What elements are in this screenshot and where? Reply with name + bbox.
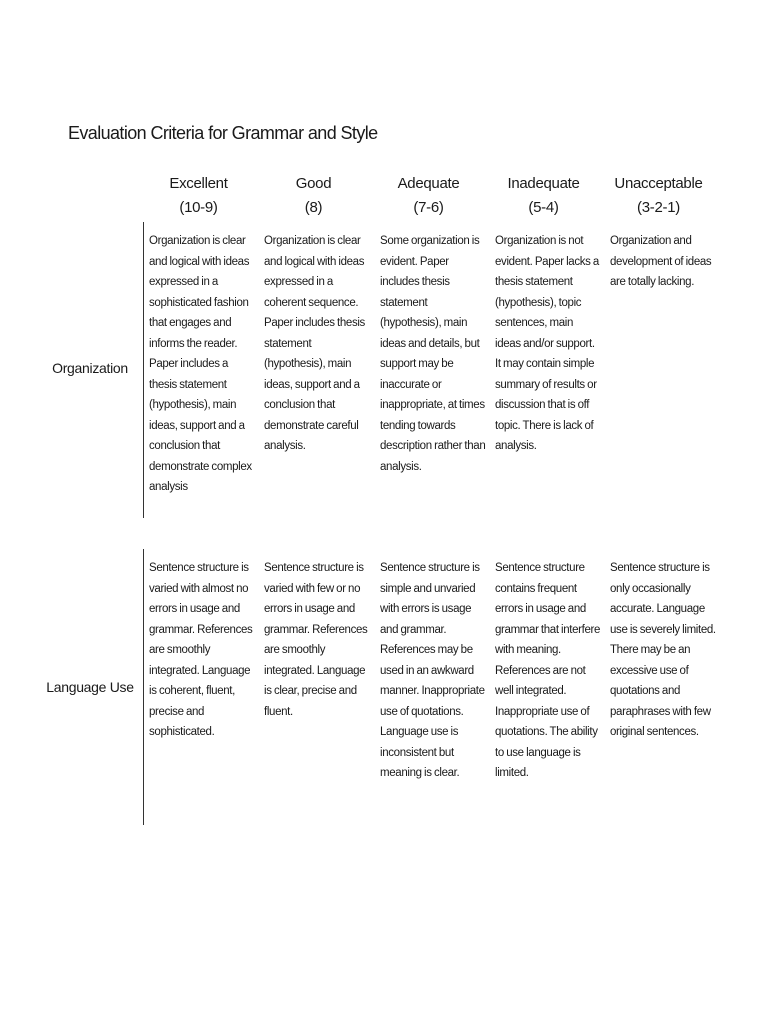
- column-name: Adequate: [397, 175, 460, 192]
- column-name: Inadequate: [507, 175, 580, 192]
- column-header-unacceptable: [601, 172, 716, 220]
- cell-language-use-adequate: Sentence structure is simple and unvaried with errors is usage and grammar. References may be used in an awkward manner. Inappropriate use of quotations. Language use is inconsistent but meaning is clear.: [380, 562, 485, 779]
- row-divider: [143, 549, 144, 825]
- row-label-organization: Organization: [52, 360, 128, 376]
- column-name: Unacceptable: [614, 175, 703, 192]
- column-header-inadequate: [486, 172, 601, 220]
- row-label-language-use: Language Use: [46, 679, 134, 695]
- cell-organization-excellent: Organization is clear and logical with ideas expressed in a sophisticated fashion that engages and informs the reader. Paper includes a thesis statement (hypothesis), main ideas, support and a conclusion that demonstrate complex analysis: [149, 235, 252, 493]
- column-header-excellent: [141, 172, 256, 220]
- column-name: Excellent: [169, 175, 228, 192]
- cell-organization-good: Organization is clear and logical with ideas expressed in a coherent sequence. Paper includes thesis statement (hypothesis), main ideas, support and a conclusion that demonstrate careful analysis.: [264, 235, 365, 452]
- cell-language-use-good: Sentence structure is varied with few or no errors in usage and grammar. References are smoothly integrated. Language is clear, precise and fluent.: [264, 562, 368, 718]
- cell-language-use-inadequate: Sentence structure contains frequent errors in usage and grammar that interfere with meaning. References are not well integrated. Inappropriate use of quotations. The ability to use language is limited.: [495, 562, 601, 779]
- column-score: (7-6): [413, 199, 444, 216]
- cell-organization-adequate: Some organization is evident. Paper includes thesis statement (hypothesis), main ideas and details, but support may be inaccurate or inappropriate, at times tending towards description rather than analysis.: [380, 235, 486, 473]
- page-title: Evaluation Criteria for Grammar and Style: [68, 123, 378, 143]
- column-score: (10-9): [179, 199, 218, 216]
- column-header-adequate: [371, 172, 486, 220]
- cell-language-use-unacceptable: Sentence structure is only occasionally accurate. Language use is severely limited. There may be an excessive use of quotations and paraphrases with few original sentences.: [610, 562, 716, 738]
- column-score: (3-2-1): [637, 199, 680, 216]
- row-divider: [143, 222, 144, 518]
- column-header-good: [256, 172, 371, 220]
- cell-organization-unacceptable: Organization and development of ideas are totally lacking.: [610, 235, 712, 288]
- cell-organization-inadequate: Organization is not evident. Paper lacks a thesis statement (hypothesis), topic sentences, main ideas and/or support. It may contain simple summary of results or discussion that is off topic. There is lack of analysis.: [495, 235, 599, 452]
- column-name: Good: [295, 175, 332, 192]
- column-score: (8): [304, 199, 323, 216]
- cell-language-use-excellent: Sentence structure is varied with almost no errors in usage and grammar. References are smoothly integrated. Language is coherent, fluent, precise and sophisticated.: [149, 562, 253, 738]
- column-score: (5-4): [528, 199, 559, 216]
